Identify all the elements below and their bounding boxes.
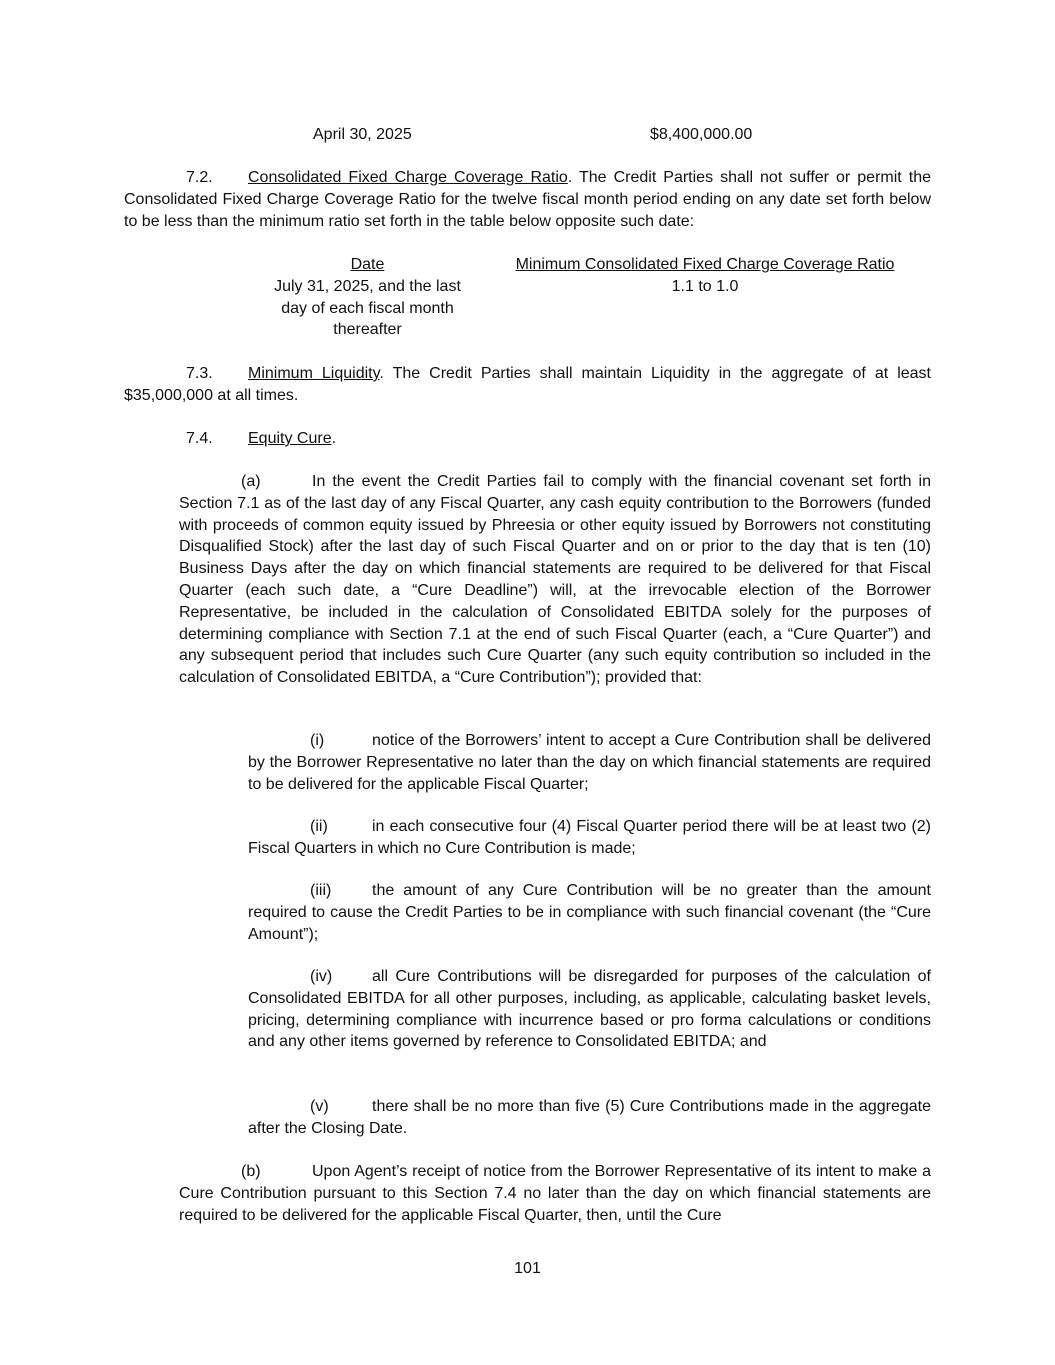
defined-term: Cure Quarter [793, 625, 888, 643]
paragraph-text: ”); provided that: [585, 669, 702, 687]
section-number: 7.4. [186, 430, 213, 447]
ratio-table-ratio-col [480, 254, 930, 298]
list-item-i [248, 730, 931, 795]
list-item-ii [248, 816, 931, 860]
schedule-date: April 30, 2025 [313, 126, 412, 143]
page-number: 101 [514, 1260, 541, 1277]
ratio-table-cell-date [250, 276, 485, 341]
item-label: (iii) [310, 882, 332, 899]
list-item-iv [248, 966, 931, 1053]
paragraph-b [179, 1161, 931, 1226]
section-7-3 [124, 363, 931, 407]
section-heading: Equity Cure [248, 430, 332, 447]
heading-period: . [331, 430, 337, 447]
paragraph-label: (a) [241, 473, 261, 490]
paragraph-text: In the event the Credit Parties fail to comply with the financial covenant set forth in Section 7.1 as of the last day of any Fiscal Quarter, any cash equity contribution to the Borrowers (funded with proceeds of common equity issued by Phreesia or other equity issued by Borrowers not constituting Disqualified Stock) after the last day of such Fiscal Quarter and on or prior to the day that is ten (10) Business Days after the day on which financial statements are required to be delivered for that Fiscal Quarter (each such date, a “ [179, 473, 931, 599]
item-label: (iv) [310, 968, 333, 985]
defined-term: Cure Deadline [417, 581, 528, 599]
ratio-table-date-col [250, 254, 485, 341]
section-heading: Consolidated Fixed Charge Coverage Ratio [248, 169, 568, 186]
list-item-v [248, 1096, 931, 1140]
schedule-amount: $8,400,000.00 [650, 126, 753, 143]
paragraph-a [179, 471, 931, 689]
section-number: 7.3. [186, 365, 213, 382]
item-label: (v) [310, 1098, 329, 1115]
date-line: July 31, 2025, and the last [274, 277, 461, 295]
date-line: thereafter [333, 321, 402, 339]
section-body: . The Credit Parties shall not suffer or permit the Consolidated Fixed Charge Coverage Ratio for the twelve fiscal month period ending on any date set forth below to be less than the minimum ratio set forth in the table below opposite such date: [124, 169, 931, 230]
ratio-table-header-date: Date [350, 256, 385, 273]
section-7-2 [124, 167, 931, 232]
ratio-table-cell-ratio: 1.1 to 1.0 [671, 277, 739, 295]
item-text: notice of the Borrowers’ intent to accept a Cure Contribution shall be delivered by the Borrower Representative no later than the day on which financial statements are required to be delivered for the applicable Fiscal Quarter; [248, 732, 931, 793]
section-heading: Minimum Liquidity [248, 365, 380, 382]
paragraph-text: Upon Agent’s receipt of notice from the Borrower Representative of its intent to make a Cure Contribution pursuant to this Section 7.4 no later than the day on which financial statements are required to be delivered for the applicable Fiscal Quarter, then, until the Cure [179, 1163, 931, 1224]
item-text: there shall be no more than five (5) Cure Contributions made in the aggregate after the Closing Date. [248, 1098, 931, 1137]
item-text: in each consecutive four (4) Fiscal Quarter period there will be at least two (2) Fiscal Quarters in which no Cure Contribution is made; [248, 818, 931, 857]
paragraph-text: ”) and any subsequent period that includes such Cure Quarter (any such equity contribution so included in the calculation of Consolidated EBITDA, a “ [179, 625, 932, 687]
ratio-table-header-ratio: Minimum Consolidated Fixed Charge Coverage Ratio [515, 256, 895, 273]
paragraph-label: (b) [241, 1163, 261, 1180]
date-line: day of each fiscal month [281, 299, 454, 317]
item-text: the amount of any Cure Contribution will be no greater than the amount required to cause the Credit Parties to be in compliance with such financial covenant (the “Cure Amount”); [248, 882, 931, 943]
section-7-4-heading [186, 428, 336, 450]
section-body: . The Credit Parties shall maintain Liquidity in the aggregate of at least $35,000,000 at all times. [124, 365, 932, 404]
item-label: (ii) [310, 818, 328, 835]
item-label: (i) [310, 732, 325, 749]
item-text: all Cure Contributions will be disregarded for purposes of the calculation of Consolidated EBITDA for all other purposes, including, as applicable, calculating basket levels, pricing, determining compliance with incurrence based or pro forma calculations or conditions and any other items governed by reference to Consolidated EBITDA; and [248, 968, 931, 1051]
section-number: 7.2. [186, 169, 213, 186]
paragraph-text: ”) will, at the irrevocable election of the Borrower Representative, be included in the calculation of Consolidated EBITDA solely for the purposes of determining compliance with Section 7.1 at the end of such Fiscal Quarter (each, a “ [179, 581, 932, 643]
defined-term: Cure Contribution [460, 669, 586, 687]
list-item-iii [248, 880, 931, 945]
